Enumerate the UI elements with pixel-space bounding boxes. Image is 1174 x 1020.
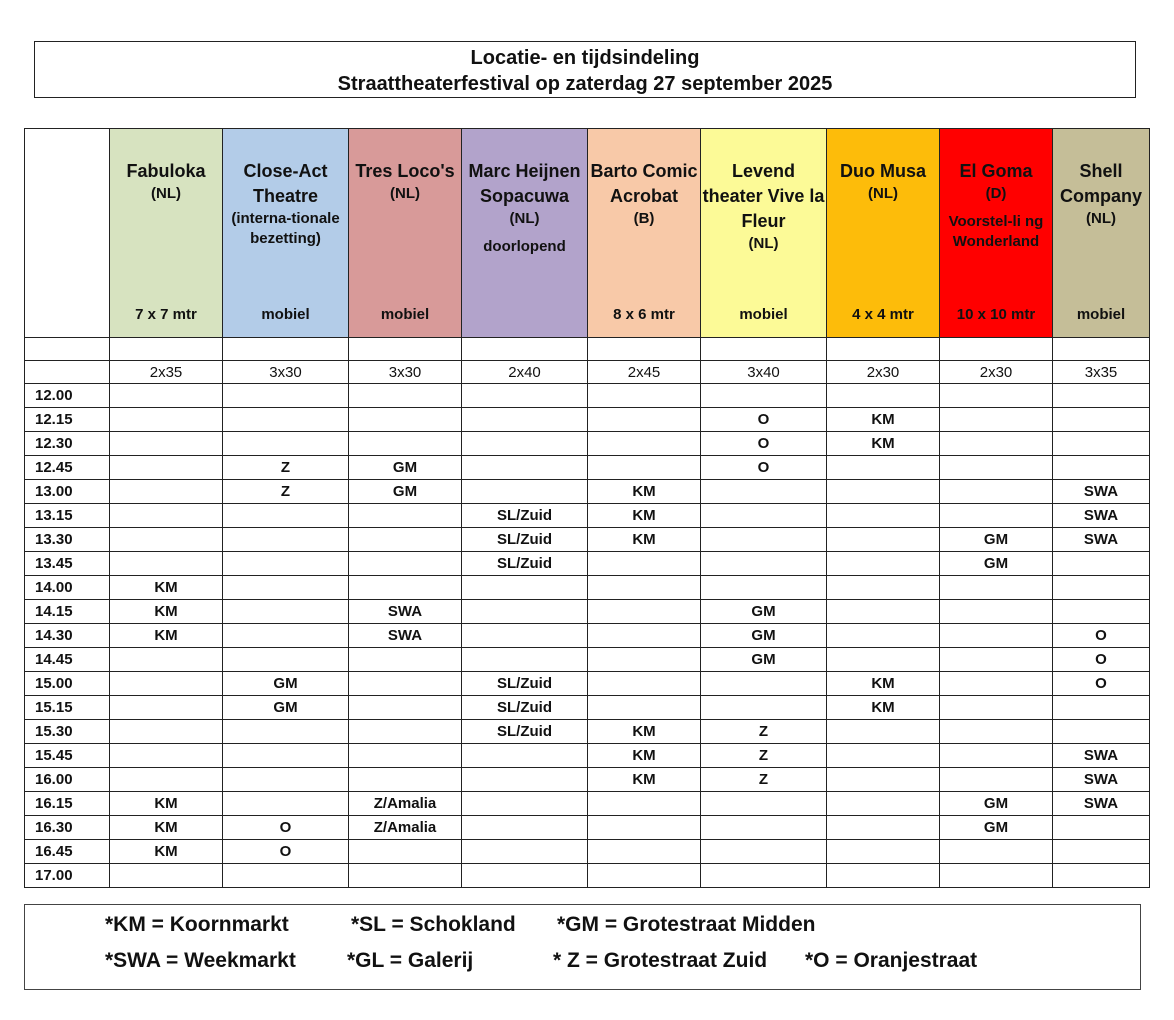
act-origin: (NL): [1086, 210, 1116, 227]
location-cell: [223, 792, 349, 816]
table-row: [25, 720, 1150, 744]
table-row: [25, 480, 1150, 504]
legend-gl: *GL = Galerij: [347, 949, 474, 972]
location-cell: [462, 384, 588, 408]
location-cell: [940, 744, 1053, 768]
location-cell: [1053, 576, 1150, 600]
location-cell: [223, 624, 349, 648]
location-cell: [827, 744, 940, 768]
legend-sl: *SL = Schokland: [351, 913, 516, 936]
location-cell: [588, 600, 701, 624]
act-header: [588, 129, 701, 338]
location-cell: [462, 624, 588, 648]
location-cell: [1053, 552, 1150, 576]
location-cell: SWA: [1053, 528, 1150, 552]
location-cell: GM: [701, 648, 827, 672]
location-cell: Z: [701, 768, 827, 792]
performance-count: 3x30: [349, 361, 462, 384]
table-row: [25, 696, 1150, 720]
table-row: [25, 456, 1150, 480]
table-row: [25, 528, 1150, 552]
location-cell: [827, 576, 940, 600]
location-cell: O: [223, 840, 349, 864]
location-cell: [588, 672, 701, 696]
location-cell: SWA: [1053, 792, 1150, 816]
act-location-size: 8 x 6 mtr: [613, 306, 675, 323]
location-cell: SWA: [1053, 480, 1150, 504]
location-cell: O: [1053, 648, 1150, 672]
location-cell: KM: [110, 576, 223, 600]
act-location-size: mobiel: [1076, 306, 1126, 323]
location-cell: SL/Zuid: [462, 720, 588, 744]
title-line-2: Straattheaterfestival op zaterdag 27 september 2025: [337, 73, 833, 95]
location-cell: [110, 504, 223, 528]
location-cell: SWA: [349, 600, 462, 624]
location-cell: [223, 432, 349, 456]
location-cell: [827, 720, 940, 744]
location-cell: [1053, 456, 1150, 480]
location-cell: [1053, 600, 1150, 624]
location-cell: [588, 648, 701, 672]
time-cell: 17.00: [25, 864, 110, 888]
performance-count: 2x35: [110, 361, 223, 384]
location-cell: [701, 864, 827, 888]
location-cell: [110, 408, 223, 432]
location-cell: [223, 504, 349, 528]
location-cell: [827, 528, 940, 552]
location-cell: [940, 768, 1053, 792]
location-cell: [588, 576, 701, 600]
location-cell: KM: [588, 504, 701, 528]
time-cell: 15.30: [25, 720, 110, 744]
location-cell: [588, 408, 701, 432]
header-row: [25, 129, 1150, 338]
location-cell: [940, 648, 1053, 672]
location-cell: [110, 864, 223, 888]
location-cell: [1053, 384, 1150, 408]
location-cell: [462, 600, 588, 624]
location-cell: [110, 552, 223, 576]
location-cell: [349, 744, 462, 768]
location-cell: [701, 384, 827, 408]
location-cell: Z/Amalia: [349, 792, 462, 816]
header-corner: [25, 129, 110, 338]
location-cell: KM: [588, 744, 701, 768]
act-origin: (NL): [748, 235, 779, 252]
location-cell: [940, 456, 1053, 480]
location-cell: SL/Zuid: [462, 528, 588, 552]
time-cell: 12.00: [25, 384, 110, 408]
act-detail: Voorstel-li ng Wonderland: [948, 213, 1044, 250]
location-cell: [940, 384, 1053, 408]
location-cell: [349, 696, 462, 720]
location-cell: [701, 840, 827, 864]
location-cell: [588, 696, 701, 720]
location-cell: [223, 648, 349, 672]
location-cell: [940, 696, 1053, 720]
location-cell: KM: [110, 600, 223, 624]
location-cell: O: [701, 408, 827, 432]
location-cell: [701, 480, 827, 504]
location-cell: Z: [223, 456, 349, 480]
location-cell: [701, 816, 827, 840]
table-row: [25, 648, 1150, 672]
location-cell: [223, 600, 349, 624]
location-cell: [223, 768, 349, 792]
table-row: [25, 408, 1150, 432]
schedule-table: [24, 128, 1150, 888]
title-line-1: Locatie- en tijdsindeling: [470, 47, 700, 69]
location-cell: O: [223, 816, 349, 840]
table-row: [25, 624, 1150, 648]
table-row: [25, 864, 1150, 888]
act-header: [701, 129, 827, 338]
location-cell: KM: [110, 624, 223, 648]
location-cell: [827, 840, 940, 864]
location-cell: [349, 384, 462, 408]
location-cell: [349, 648, 462, 672]
time-cell: 15.15: [25, 696, 110, 720]
location-cell: [349, 408, 462, 432]
location-cell: [701, 552, 827, 576]
location-cell: [110, 432, 223, 456]
location-cell: [827, 768, 940, 792]
table-row: [25, 432, 1150, 456]
location-cell: [940, 840, 1053, 864]
act-header: [1053, 129, 1150, 338]
location-cell: Z/Amalia: [349, 816, 462, 840]
performance-count: 2x30: [940, 361, 1053, 384]
location-cell: [827, 624, 940, 648]
spacer-row: [25, 338, 1150, 361]
time-cell: 14.15: [25, 600, 110, 624]
location-cell: O: [701, 432, 827, 456]
location-cell: [940, 432, 1053, 456]
location-cell: [588, 384, 701, 408]
location-cell: [349, 432, 462, 456]
location-cell: SWA: [349, 624, 462, 648]
location-cell: [110, 456, 223, 480]
location-cell: KM: [110, 792, 223, 816]
location-cell: [827, 864, 940, 888]
location-cell: [940, 624, 1053, 648]
location-cell: [223, 744, 349, 768]
time-cell: 14.00: [25, 576, 110, 600]
legend-swa: *SWA = Weekmarkt: [105, 949, 296, 972]
location-cell: KM: [588, 768, 701, 792]
location-cell: [1053, 696, 1150, 720]
location-cell: [223, 720, 349, 744]
location-cell: [588, 816, 701, 840]
location-cell: GM: [701, 624, 827, 648]
location-cell: [827, 504, 940, 528]
performances-row: [25, 361, 1150, 384]
location-cell: [701, 792, 827, 816]
location-cell: [462, 456, 588, 480]
location-cell: [1053, 432, 1150, 456]
location-cell: [462, 408, 588, 432]
act-location-size: mobiel: [380, 306, 430, 323]
time-cell: 16.30: [25, 816, 110, 840]
location-cell: [588, 792, 701, 816]
location-cell: [827, 456, 940, 480]
location-cell: [940, 720, 1053, 744]
location-cell: [223, 576, 349, 600]
location-cell: SWA: [1053, 744, 1150, 768]
location-cell: [462, 840, 588, 864]
performance-count: 3x35: [1053, 361, 1150, 384]
location-cell: [110, 384, 223, 408]
location-cell: O: [1053, 672, 1150, 696]
location-cell: [827, 552, 940, 576]
location-cell: [462, 648, 588, 672]
location-cell: [1053, 816, 1150, 840]
location-cell: GM: [940, 792, 1053, 816]
location-cell: [110, 648, 223, 672]
location-cell: [462, 792, 588, 816]
location-cell: [223, 864, 349, 888]
time-cell: 12.45: [25, 456, 110, 480]
act-name: Tres Loco's: [355, 161, 455, 181]
act-name: Duo Musa: [839, 161, 926, 181]
location-cell: [110, 480, 223, 504]
location-cell: SWA: [1053, 768, 1150, 792]
location-cell: [588, 624, 701, 648]
location-cell: [940, 864, 1053, 888]
location-cell: [701, 672, 827, 696]
location-cell: [827, 816, 940, 840]
location-cell: [349, 768, 462, 792]
time-cell: 13.45: [25, 552, 110, 576]
location-cell: SL/Zuid: [462, 696, 588, 720]
location-cell: [349, 840, 462, 864]
location-cell: [588, 864, 701, 888]
location-cell: GM: [223, 672, 349, 696]
performance-count: 2x40: [462, 361, 588, 384]
location-cell: [1053, 720, 1150, 744]
location-cell: KM: [827, 432, 940, 456]
location-cell: KM: [588, 720, 701, 744]
location-cell: [462, 432, 588, 456]
location-cell: [940, 480, 1053, 504]
act-name: Levend theater Vive la Fleur: [702, 161, 825, 231]
performance-count: 3x30: [223, 361, 349, 384]
act-location-size: mobiel: [261, 306, 310, 323]
location-cell: GM: [349, 480, 462, 504]
time-cell: 16.00: [25, 768, 110, 792]
location-cell: [1053, 840, 1150, 864]
title-box: [34, 41, 1136, 98]
act-name: El Goma: [959, 161, 1033, 181]
act-detail: doorlopend: [483, 238, 566, 255]
act-location-size: 10 x 10 mtr: [956, 306, 1036, 323]
location-cell: O: [1053, 624, 1150, 648]
table-row: [25, 504, 1150, 528]
location-cell: [223, 408, 349, 432]
location-cell: [701, 504, 827, 528]
location-cell: [1053, 408, 1150, 432]
location-cell: KM: [588, 480, 701, 504]
time-cell: 16.15: [25, 792, 110, 816]
location-cell: [827, 384, 940, 408]
location-cell: [940, 504, 1053, 528]
location-cell: [462, 576, 588, 600]
table-row: [25, 768, 1150, 792]
location-cell: [462, 768, 588, 792]
location-cell: [223, 384, 349, 408]
legend-z: * Z = Grotestraat Zuid: [553, 949, 768, 972]
location-cell: KM: [110, 816, 223, 840]
location-cell: [223, 552, 349, 576]
location-cell: [223, 528, 349, 552]
table-row: [25, 840, 1150, 864]
location-cell: KM: [827, 696, 940, 720]
table-row: [25, 576, 1150, 600]
location-cell: [349, 576, 462, 600]
location-cell: [349, 504, 462, 528]
time-cell: 15.00: [25, 672, 110, 696]
location-cell: [588, 552, 701, 576]
act-header: [223, 129, 349, 338]
act-location-size: 4 x 4 mtr: [852, 306, 914, 323]
location-cell: [940, 600, 1053, 624]
location-cell: [701, 576, 827, 600]
time-cell: 12.30: [25, 432, 110, 456]
act-name: Marc Heijnen Sopacuwa: [468, 161, 581, 206]
location-cell: [110, 768, 223, 792]
act-name: Barto Comic Acrobat: [590, 161, 698, 206]
legend-km: *KM = Koornmarkt: [105, 913, 289, 936]
table-row: [25, 816, 1150, 840]
time-cell: 15.45: [25, 744, 110, 768]
act-name: Close-Act Theatre: [243, 161, 328, 206]
location-cell: [588, 432, 701, 456]
location-cell: [462, 744, 588, 768]
location-cell: GM: [940, 816, 1053, 840]
location-cell: SL/Zuid: [462, 552, 588, 576]
time-cell: 13.15: [25, 504, 110, 528]
time-cell: 14.45: [25, 648, 110, 672]
act-name: Shell Company: [1059, 161, 1142, 206]
location-cell: Z: [223, 480, 349, 504]
location-cell: SL/Zuid: [462, 672, 588, 696]
location-cell: [349, 528, 462, 552]
location-cell: GM: [223, 696, 349, 720]
location-cell: [588, 456, 701, 480]
table-row: [25, 672, 1150, 696]
act-location-size: 7 x 7 mtr: [135, 306, 197, 323]
location-cell: O: [701, 456, 827, 480]
legend: [24, 904, 1141, 990]
location-cell: [588, 840, 701, 864]
act-header: [462, 129, 588, 338]
time-cell: 13.30: [25, 528, 110, 552]
location-cell: [1053, 864, 1150, 888]
location-cell: [827, 648, 940, 672]
performance-count: 3x40: [701, 361, 827, 384]
location-cell: [349, 720, 462, 744]
location-cell: [110, 696, 223, 720]
act-header: [349, 129, 462, 338]
performance-count: 2x45: [588, 361, 701, 384]
location-cell: [701, 696, 827, 720]
location-cell: GM: [349, 456, 462, 480]
time-cell: 16.45: [25, 840, 110, 864]
table-row: [25, 600, 1150, 624]
act-origin: (interna-tionale bezetting): [231, 210, 340, 247]
location-cell: [349, 672, 462, 696]
table-row: [25, 384, 1150, 408]
location-cell: Z: [701, 720, 827, 744]
location-cell: KM: [588, 528, 701, 552]
location-cell: KM: [827, 408, 940, 432]
location-cell: [827, 600, 940, 624]
legend-gm: *GM = Grotestraat Midden: [557, 913, 816, 936]
act-origin: (NL): [390, 185, 420, 202]
act-origin: (B): [633, 210, 655, 227]
act-header: [110, 129, 223, 338]
location-cell: SWA: [1053, 504, 1150, 528]
act-location-size: mobiel: [739, 306, 788, 323]
location-cell: GM: [940, 552, 1053, 576]
act-header: [827, 129, 940, 338]
location-cell: [110, 528, 223, 552]
location-cell: [462, 816, 588, 840]
location-cell: SL/Zuid: [462, 504, 588, 528]
time-cell: 13.00: [25, 480, 110, 504]
location-cell: [827, 792, 940, 816]
table-row: [25, 552, 1150, 576]
time-cell: 14.30: [25, 624, 110, 648]
act-name: Fabuloka: [126, 161, 206, 181]
location-cell: [940, 408, 1053, 432]
location-cell: [110, 744, 223, 768]
location-cell: GM: [940, 528, 1053, 552]
act-origin: (D): [985, 185, 1007, 202]
location-cell: [940, 672, 1053, 696]
location-cell: [462, 864, 588, 888]
act-origin: (NL): [509, 210, 540, 227]
location-cell: [940, 576, 1053, 600]
location-cell: GM: [701, 600, 827, 624]
location-cell: [110, 672, 223, 696]
location-cell: [349, 864, 462, 888]
location-cell: Z: [701, 744, 827, 768]
table-row: [25, 792, 1150, 816]
location-cell: KM: [827, 672, 940, 696]
performance-count: 2x30: [827, 361, 940, 384]
legend-o: *O = Oranjestraat: [805, 949, 978, 972]
location-cell: KM: [110, 840, 223, 864]
location-cell: [110, 720, 223, 744]
location-cell: [462, 480, 588, 504]
location-cell: [349, 552, 462, 576]
location-cell: [827, 480, 940, 504]
time-cell: 12.15: [25, 408, 110, 432]
table-row: [25, 744, 1150, 768]
act-header: [940, 129, 1053, 338]
location-cell: [701, 528, 827, 552]
act-origin: (NL): [868, 185, 898, 202]
act-origin: (NL): [151, 185, 181, 202]
